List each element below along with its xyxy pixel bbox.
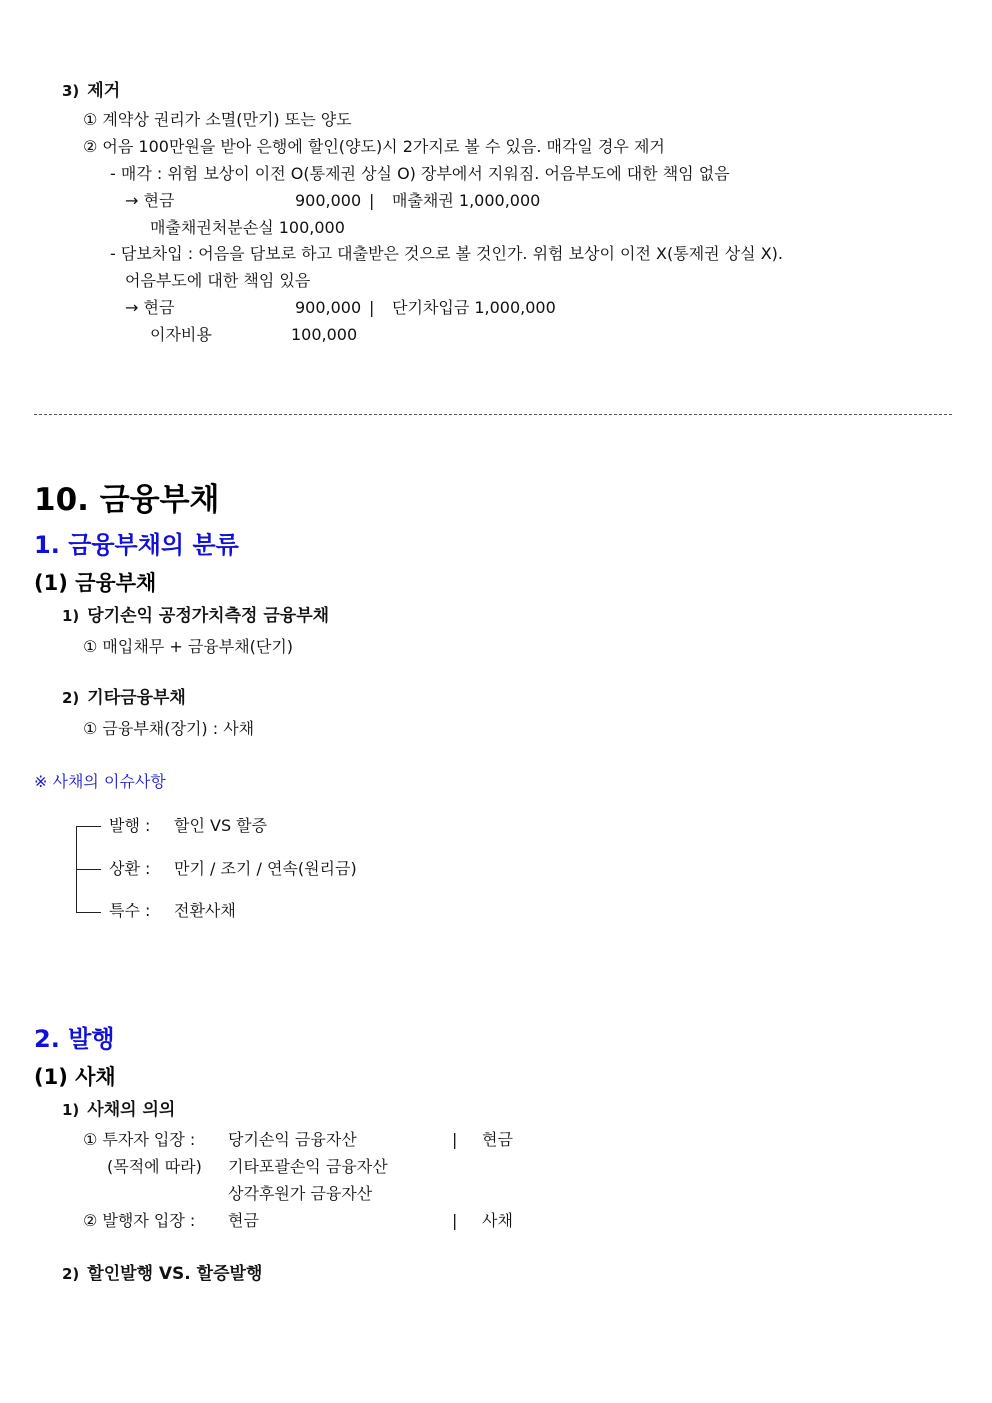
issuer-perspective-label: ② 발행자 입장 : bbox=[83, 1211, 196, 1230]
issue-value-special: 전환사채 bbox=[174, 901, 236, 920]
heading-number: 2) bbox=[62, 689, 80, 707]
heading-other-liability bbox=[62, 688, 186, 708]
subsection-financial-liability: (1) 금융부채 bbox=[34, 571, 157, 595]
sale-entry-debit-cash: → 현금 bbox=[125, 191, 175, 210]
sale-entry-debit-loss: 매출채권처분손실 100,000 bbox=[150, 218, 345, 237]
subsection-bond: (1) 사채 bbox=[34, 1065, 116, 1089]
journal-separator: | bbox=[369, 298, 375, 317]
bracket-tick bbox=[76, 869, 101, 870]
heading-text: 사채의 의의 bbox=[87, 1100, 176, 1120]
journal-separator: | bbox=[452, 1130, 458, 1149]
investor-perspective-label: ① 투자자 입장 : bbox=[83, 1130, 196, 1149]
heading-text: 할인발행 VS. 할증발행 bbox=[87, 1264, 263, 1284]
bracket-tick bbox=[76, 912, 101, 913]
heading-removal bbox=[62, 81, 120, 101]
sale-entry-credit: 매출채권 1,000,000 bbox=[392, 191, 541, 210]
loan-entry-credit: 단기차입금 1,000,000 bbox=[392, 298, 556, 317]
investor-purpose: (목적에 따라) bbox=[107, 1157, 202, 1176]
investor-credit: 현금 bbox=[482, 1130, 513, 1149]
issue-value-redemption: 만기 / 조기 / 연속(원리금) bbox=[174, 859, 357, 878]
investor-asset-3: 상각후원가 금융자산 bbox=[228, 1184, 373, 1203]
bond-issues-note: ※ 사채의 이슈사항 bbox=[34, 772, 166, 791]
journal-separator: | bbox=[369, 191, 375, 210]
loan-entry-debit-interest: 이자비용 bbox=[150, 325, 212, 344]
section-divider bbox=[34, 414, 952, 415]
issuer-debit: 현금 bbox=[228, 1211, 259, 1230]
loan-description-line1: - 담보차입 : 어음을 담보로 하고 대출받은 것으로 볼 것인가. 위험 보상이 이전 X(통제권 상실 X). bbox=[110, 244, 783, 263]
issue-value-issuance: 할인 VS 할증 bbox=[174, 816, 268, 835]
chapter-title: 10. 금융부채 bbox=[34, 482, 220, 518]
heading-text: 기타금융부채 bbox=[87, 688, 186, 708]
loan-entry-debit-cash-amount: 900,000 bbox=[295, 298, 362, 317]
heading-number: 2) bbox=[62, 1265, 80, 1283]
section-issuance-title: 2. 발행 bbox=[34, 1025, 115, 1053]
issuer-credit: 사채 bbox=[482, 1211, 513, 1230]
issue-label-special: 특수 : bbox=[109, 901, 151, 920]
other-liability-item-1: ① 금융부채(장기) : 사채 bbox=[83, 719, 255, 738]
bracket-tick bbox=[76, 826, 101, 827]
heading-number: 1) bbox=[62, 1101, 80, 1119]
heading-discount-premium bbox=[62, 1264, 262, 1284]
heading-number: 3) bbox=[62, 82, 80, 100]
heading-bond-meaning bbox=[62, 1100, 175, 1120]
loan-entry-debit-interest-amount: 100,000 bbox=[291, 325, 358, 344]
heading-text: 당기손익 공정가치측정 금융부채 bbox=[87, 606, 330, 626]
sale-entry-debit-cash-amount: 900,000 bbox=[295, 191, 362, 210]
section-classification-title: 1. 금융부채의 분류 bbox=[34, 531, 239, 559]
fvpl-item-1: ① 매입채무 + 금융부채(단기) bbox=[83, 637, 294, 656]
loan-entry-debit-cash: → 현금 bbox=[125, 298, 175, 317]
removal-item-2: ② 어음 100만원을 받아 은행에 할인(양도)시 2가지로 볼 수 있음. 매각일 경우 제거 bbox=[83, 137, 665, 156]
heading-fvpl-liability bbox=[62, 606, 329, 626]
issue-label-issuance: 발행 : bbox=[109, 816, 151, 835]
loan-description-line2: 어음부도에 대한 책임 있음 bbox=[125, 271, 311, 290]
heading-number: 1) bbox=[62, 607, 80, 625]
sale-description: - 매각 : 위험 보상이 이전 O(통제권 상실 O) 장부에서 지워짐. 어음부도에 대한 책임 없음 bbox=[110, 164, 730, 183]
investor-asset-2: 기타포괄손익 금융자산 bbox=[228, 1157, 388, 1176]
removal-item-1: ① 계약상 권리가 소멸(만기) 또는 양도 bbox=[83, 110, 352, 129]
investor-asset-1: 당기손익 금융자산 bbox=[228, 1130, 357, 1149]
issue-label-redemption: 상환 : bbox=[109, 859, 151, 878]
heading-text: 제거 bbox=[87, 81, 121, 101]
journal-separator: | bbox=[452, 1211, 458, 1230]
